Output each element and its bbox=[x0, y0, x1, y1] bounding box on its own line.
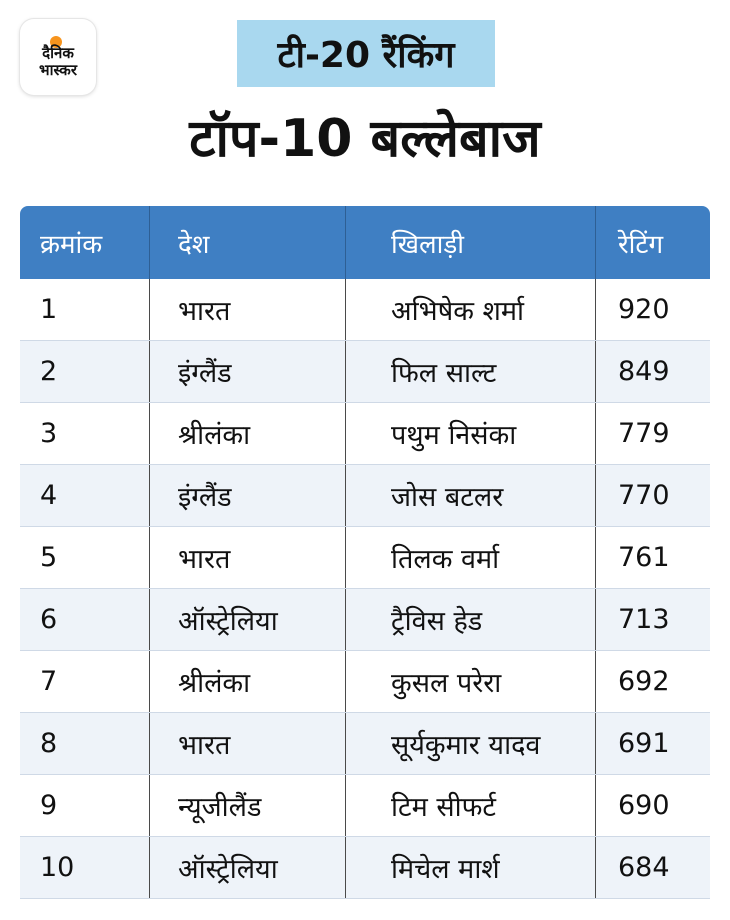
table-row bbox=[20, 775, 710, 837]
player-cell: फिल साल्ट bbox=[345, 341, 595, 402]
table-row bbox=[20, 589, 710, 651]
country-cell: न्यूजीलैंड bbox=[149, 775, 345, 836]
rank-cell: 8 bbox=[40, 728, 58, 759]
rank-cell: 5 bbox=[40, 542, 58, 573]
logo-text-line2: भास्कर bbox=[39, 60, 77, 79]
table-row bbox=[20, 837, 710, 899]
rating-cell: 770 bbox=[595, 465, 710, 526]
country-cell: भारत bbox=[149, 713, 345, 774]
column-header-rating: रेटिंग bbox=[595, 206, 710, 279]
player-cell: टिम सीफर्ट bbox=[345, 775, 595, 836]
rating-cell: 920 bbox=[595, 279, 710, 340]
country-cell: भारत bbox=[149, 279, 345, 340]
country-cell: श्रीलंका bbox=[149, 403, 345, 464]
table-row bbox=[20, 341, 710, 403]
rating-cell: 849 bbox=[595, 341, 710, 402]
table-row bbox=[20, 465, 710, 527]
player-cell: तिलक वर्मा bbox=[345, 527, 595, 588]
rank-cell: 4 bbox=[40, 480, 58, 511]
country-cell: श्रीलंका bbox=[149, 651, 345, 712]
rating-cell: 713 bbox=[595, 589, 710, 650]
player-cell: पथुम निसंका bbox=[345, 403, 595, 464]
player-cell: जोस बटलर bbox=[345, 465, 595, 526]
rank-cell: 3 bbox=[40, 418, 58, 449]
player-cell: मिचेल मार्श bbox=[345, 837, 595, 898]
table-header-row bbox=[20, 206, 710, 279]
table-row bbox=[20, 279, 710, 341]
table-row bbox=[20, 403, 710, 465]
rank-cell: 2 bbox=[40, 356, 58, 387]
table-row bbox=[20, 651, 710, 713]
player-cell: अभिषेक शर्मा bbox=[345, 279, 595, 340]
country-cell: ऑस्ट्रेलिया bbox=[149, 837, 345, 898]
rank-cell: 10 bbox=[40, 852, 75, 883]
player-cell: ट्रैविस हेड bbox=[345, 589, 595, 650]
rating-cell: 684 bbox=[595, 837, 710, 898]
logo-text-line1: दैनिक bbox=[42, 43, 74, 62]
rating-cell: 690 bbox=[595, 775, 710, 836]
rating-cell: 691 bbox=[595, 713, 710, 774]
column-header-rank: क्रमांक bbox=[40, 229, 103, 260]
rank-cell: 9 bbox=[40, 790, 58, 821]
rating-cell: 779 bbox=[595, 403, 710, 464]
rank-cell: 6 bbox=[40, 604, 58, 635]
country-cell: भारत bbox=[149, 527, 345, 588]
rank-cell: 1 bbox=[40, 294, 58, 325]
country-cell: इंग्लैंड bbox=[149, 465, 345, 526]
rating-cell: 692 bbox=[595, 651, 710, 712]
country-cell: ऑस्ट्रेलिया bbox=[149, 589, 345, 650]
column-header-player: खिलाड़ी bbox=[345, 206, 595, 279]
dainik-bhaskar-logo bbox=[20, 19, 96, 95]
column-header-country: देश bbox=[149, 206, 345, 279]
ranking-badge: टी-20 रैंकिंग bbox=[237, 20, 495, 87]
player-cell: सूर्यकुमार यादव bbox=[345, 713, 595, 774]
table-row bbox=[20, 527, 710, 589]
page-title: टॉप-10 बल्लेबाज bbox=[189, 109, 541, 169]
ranking-table bbox=[20, 206, 710, 899]
table-row bbox=[20, 713, 710, 775]
rating-cell: 761 bbox=[595, 527, 710, 588]
country-cell: इंग्लैंड bbox=[149, 341, 345, 402]
player-cell: कुसल परेरा bbox=[345, 651, 595, 712]
rank-cell: 7 bbox=[40, 666, 58, 697]
